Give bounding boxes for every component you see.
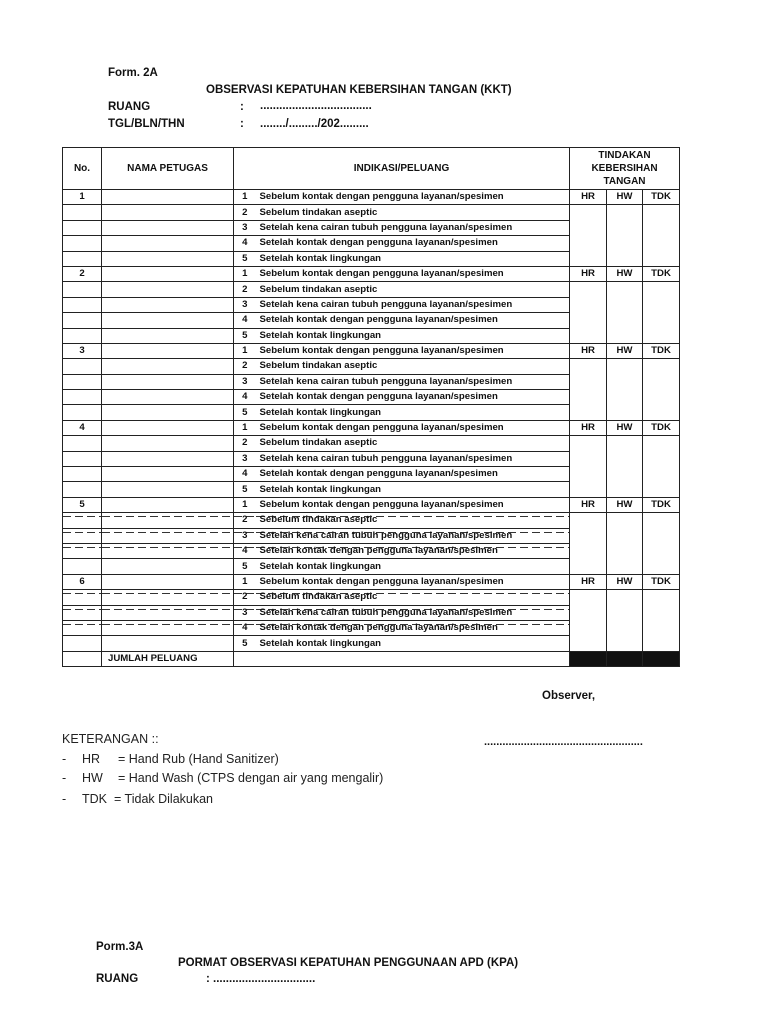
action-label-hr: HR <box>570 343 607 358</box>
legend-code: TDK <box>82 792 107 806</box>
legend-code: HW <box>82 771 103 785</box>
indikasi-number: 1 <box>234 190 256 205</box>
indikasi-text: Setelah kontak lingkungan <box>256 482 570 497</box>
indikasi-text: Sebelum kontak dengan pengguna layanan/spesimen <box>256 574 570 589</box>
indikasi-text: Setelah kontak lingkungan <box>256 636 570 651</box>
form3a-label: Porm.3A <box>96 941 144 953</box>
action-label-hw: HW <box>607 497 643 512</box>
table-row <box>63 513 680 528</box>
nama-petugas-cell[interactable] <box>102 205 234 220</box>
action-check-cell-tdk[interactable] <box>643 282 680 344</box>
indikasi-text: Setelah kontak lingkungan <box>256 559 570 574</box>
footer-black-cell-hw <box>607 651 643 666</box>
row-no-cell[interactable] <box>63 220 102 235</box>
legend-bullet: - <box>62 792 67 806</box>
row-no-cell[interactable] <box>63 467 102 482</box>
action-check-cell-tdk[interactable] <box>643 205 680 267</box>
row-no-cell[interactable] <box>63 236 102 251</box>
action-check-cell-tdk[interactable] <box>643 513 680 575</box>
jumlah-peluang-label: JUMLAH PELUANG <box>102 651 234 666</box>
action-label-hw: HW <box>607 266 643 281</box>
indikasi-number: 4 <box>234 236 256 251</box>
nama-petugas-cell[interactable] <box>102 436 234 451</box>
row-no-cell[interactable] <box>63 513 102 528</box>
table-row <box>63 343 680 358</box>
legend-bullet: - <box>62 752 67 766</box>
table-row <box>63 282 680 297</box>
nama-petugas-cell[interactable] <box>102 251 234 266</box>
row-no-cell[interactable] <box>63 297 102 312</box>
nama-petugas-cell[interactable] <box>102 528 234 543</box>
indikasi-text: Setelah kena cairan tubuh pengguna layanan/spesimen <box>256 451 570 466</box>
row-no-cell[interactable] <box>63 528 102 543</box>
nama-petugas-cell[interactable] <box>102 266 234 281</box>
footer-black-cell-hr <box>570 651 607 666</box>
indikasi-number: 5 <box>234 482 256 497</box>
nama-petugas-cell[interactable] <box>102 467 234 482</box>
jumlah-peluang-value[interactable] <box>234 651 570 666</box>
legend-bullet: - <box>62 771 67 785</box>
indikasi-number: 3 <box>234 605 256 620</box>
action-check-cell-hr[interactable] <box>570 205 607 267</box>
indikasi-number: 5 <box>234 251 256 266</box>
legend-item-hw <box>62 771 384 785</box>
action-label-hr: HR <box>570 190 607 205</box>
nama-petugas-cell[interactable] <box>102 420 234 435</box>
indikasi-number: 2 <box>234 359 256 374</box>
action-check-cell-hw[interactable] <box>607 590 643 652</box>
indikasi-number: 5 <box>234 559 256 574</box>
indikasi-number: 3 <box>234 220 256 235</box>
nama-petugas-cell[interactable] <box>102 620 234 635</box>
row-no-cell[interactable] <box>63 405 102 420</box>
indikasi-number: 2 <box>234 513 256 528</box>
indikasi-number: 1 <box>234 420 256 435</box>
form3a-ruang-value: : ................................ <box>206 973 316 985</box>
row-no-cell[interactable] <box>63 205 102 220</box>
row-no-cell[interactable]: 3 <box>63 343 102 358</box>
indikasi-number: 2 <box>234 590 256 605</box>
indikasi-number: 2 <box>234 282 256 297</box>
indikasi-number: 1 <box>234 343 256 358</box>
indikasi-number: 5 <box>234 636 256 651</box>
action-check-cell-hr[interactable] <box>570 513 607 575</box>
footer-empty-cell <box>63 651 102 666</box>
nama-petugas-cell[interactable] <box>102 343 234 358</box>
form3a-title: PORMAT OBSERVASI KEPATUHAN PENGGUNAAN APD (KPA) <box>178 957 519 969</box>
row-no-cell[interactable] <box>63 451 102 466</box>
legend-item-tdk <box>62 792 214 806</box>
nama-petugas-cell[interactable] <box>102 374 234 389</box>
indikasi-text: Sebelum kontak dengan pengguna layanan/spesimen <box>256 420 570 435</box>
row-no-cell[interactable] <box>63 543 102 558</box>
action-label-tdk: TDK <box>643 343 680 358</box>
form-title: OBSERVASI KEPATUHAN KEBERSIHAN TANGAN (KKT) <box>206 84 512 96</box>
indikasi-text: Setelah kena cairan tubuh pengguna layanan/spesimen <box>256 605 570 620</box>
indikasi-text: Setelah kontak lingkungan <box>256 405 570 420</box>
indikasi-text: Setelah kontak dengan pengguna layanan/spesimen <box>256 313 570 328</box>
indikasi-text: Setelah kena cairan tubuh pengguna layanan/spesimen <box>256 220 570 235</box>
row-no-cell[interactable]: 5 <box>63 497 102 512</box>
indikasi-text: Setelah kena cairan tubuh pengguna layanan/spesimen <box>256 374 570 389</box>
indikasi-text: Sebelum kontak dengan pengguna layanan/spesimen <box>256 190 570 205</box>
indikasi-text: Sebelum tindakan aseptic <box>256 590 570 605</box>
ruang-colon: : <box>240 101 244 113</box>
indikasi-text: Setelah kontak lingkungan <box>256 328 570 343</box>
row-no-cell[interactable]: 1 <box>63 190 102 205</box>
table-body <box>63 190 680 667</box>
indikasi-number: 4 <box>234 390 256 405</box>
action-check-cell-hw[interactable] <box>607 205 643 267</box>
action-label-tdk: TDK <box>643 190 680 205</box>
action-check-cell-hw[interactable] <box>607 359 643 421</box>
action-check-cell-hr[interactable] <box>570 282 607 344</box>
form3a-ruang-label: RUANG <box>96 973 139 985</box>
date-label: TGL/BLN/THN <box>108 118 185 130</box>
indikasi-number: 4 <box>234 313 256 328</box>
legend-item-hr <box>62 752 279 766</box>
table-footer-row <box>63 651 680 666</box>
nama-petugas-cell[interactable] <box>102 328 234 343</box>
nama-petugas-cell[interactable] <box>102 220 234 235</box>
action-label-hw: HW <box>607 574 643 589</box>
indikasi-number: 1 <box>234 574 256 589</box>
row-no-cell[interactable] <box>63 359 102 374</box>
indikasi-text: Sebelum tindakan aseptic <box>256 205 570 220</box>
table-row <box>63 497 680 512</box>
ruang-label: RUANG <box>108 101 151 113</box>
action-check-cell-hw[interactable] <box>607 282 643 344</box>
indikasi-number: 5 <box>234 405 256 420</box>
table-header-row <box>63 148 680 190</box>
indikasi-number: 3 <box>234 451 256 466</box>
indikasi-text: Setelah kontak dengan pengguna layanan/spesimen <box>256 543 570 558</box>
legend-desc: = Tidak Dilakukan <box>114 792 214 806</box>
legend-desc: = Hand Wash (CTPS dengan air yang mengalir) <box>118 771 384 785</box>
action-check-cell-hw[interactable] <box>607 436 643 498</box>
row-no-cell[interactable] <box>63 251 102 266</box>
indikasi-text: Sebelum tindakan aseptic <box>256 359 570 374</box>
action-check-cell-tdk[interactable] <box>643 359 680 421</box>
action-check-cell-hw[interactable] <box>607 513 643 575</box>
action-check-cell-hr[interactable] <box>570 436 607 498</box>
action-label-hr: HR <box>570 497 607 512</box>
action-check-cell-hr[interactable] <box>570 590 607 652</box>
action-label-tdk: TDK <box>643 420 680 435</box>
observation-table <box>62 147 680 667</box>
nama-petugas-cell[interactable] <box>102 190 234 205</box>
indikasi-text: Sebelum kontak dengan pengguna layanan/spesimen <box>256 497 570 512</box>
row-no-cell[interactable] <box>63 620 102 635</box>
header-no: No. <box>63 148 102 190</box>
indikasi-number: 4 <box>234 467 256 482</box>
indikasi-text: Setelah kena cairan tubuh pengguna layanan/spesimen <box>256 528 570 543</box>
nama-petugas-cell[interactable] <box>102 390 234 405</box>
action-label-hw: HW <box>607 343 643 358</box>
indikasi-number: 4 <box>234 620 256 635</box>
action-label-hw: HW <box>607 190 643 205</box>
nama-petugas-cell[interactable] <box>102 543 234 558</box>
action-label-tdk: TDK <box>643 266 680 281</box>
action-label-tdk: TDK <box>643 497 680 512</box>
action-label-hr: HR <box>570 266 607 281</box>
action-label-hr: HR <box>570 574 607 589</box>
indikasi-number: 1 <box>234 266 256 281</box>
nama-petugas-cell[interactable] <box>102 405 234 420</box>
row-no-cell[interactable] <box>63 605 102 620</box>
indikasi-text: Sebelum tindakan aseptic <box>256 436 570 451</box>
indikasi-text: Setelah kontak dengan pengguna layanan/spesimen <box>256 236 570 251</box>
action-check-cell-tdk[interactable] <box>643 590 680 652</box>
indikasi-text: Setelah kontak lingkungan <box>256 251 570 266</box>
row-no-cell[interactable] <box>63 328 102 343</box>
indikasi-text: Setelah kontak dengan pengguna layanan/spesimen <box>256 390 570 405</box>
table-row <box>63 266 680 281</box>
indikasi-number: 4 <box>234 543 256 558</box>
nama-petugas-cell[interactable] <box>102 313 234 328</box>
indikasi-number: 5 <box>234 328 256 343</box>
indikasi-number: 3 <box>234 297 256 312</box>
date-colon: : <box>240 118 244 130</box>
observer-label: Observer, <box>542 690 596 702</box>
row-no-cell[interactable] <box>63 313 102 328</box>
header-nama-petugas: NAMA PETUGAS <box>102 148 234 190</box>
header-indikasi: INDIKASI/PELUANG <box>234 148 570 190</box>
indikasi-text: Setelah kontak dengan pengguna layanan/spesimen <box>256 620 570 635</box>
keterangan-title: KETERANGAN :: <box>62 732 159 746</box>
nama-petugas-cell[interactable] <box>102 297 234 312</box>
indikasi-number: 2 <box>234 205 256 220</box>
ruang-value: ................................... <box>260 100 372 112</box>
table-row <box>63 574 680 589</box>
nama-petugas-cell[interactable] <box>102 605 234 620</box>
action-label-tdk: TDK <box>643 574 680 589</box>
nama-petugas-cell[interactable] <box>102 497 234 512</box>
indikasi-text: Setelah kontak dengan pengguna layanan/spesimen <box>256 467 570 482</box>
row-no-cell[interactable] <box>63 374 102 389</box>
indikasi-number: 3 <box>234 528 256 543</box>
nama-petugas-cell[interactable] <box>102 574 234 589</box>
row-no-cell[interactable]: 2 <box>63 266 102 281</box>
row-no-cell[interactable] <box>63 282 102 297</box>
table-row <box>63 420 680 435</box>
indikasi-text: Sebelum tindakan aseptic <box>256 282 570 297</box>
row-no-cell[interactable] <box>63 590 102 605</box>
nama-petugas-cell[interactable] <box>102 236 234 251</box>
signature-line: .................................................... <box>484 736 643 748</box>
action-label-hw: HW <box>607 420 643 435</box>
indikasi-text: Sebelum tindakan aseptic <box>256 513 570 528</box>
action-check-cell-hr[interactable] <box>570 359 607 421</box>
header-tindakan: TINDAKAN KEBERSIHAN TANGAN <box>570 148 680 190</box>
nama-petugas-cell[interactable] <box>102 451 234 466</box>
indikasi-text: Sebelum kontak dengan pengguna layanan/spesimen <box>256 266 570 281</box>
row-no-cell[interactable] <box>63 482 102 497</box>
indikasi-text: Sebelum kontak dengan pengguna layanan/spesimen <box>256 343 570 358</box>
table-row <box>63 190 680 205</box>
nama-petugas-cell[interactable] <box>102 482 234 497</box>
row-no-cell[interactable] <box>63 390 102 405</box>
indikasi-number: 1 <box>234 497 256 512</box>
footer-black-cell-tdk <box>643 651 680 666</box>
action-label-hr: HR <box>570 420 607 435</box>
table-row <box>63 590 680 605</box>
row-no-cell[interactable] <box>63 436 102 451</box>
nama-petugas-cell[interactable] <box>102 359 234 374</box>
table-row <box>63 359 680 374</box>
row-no-cell[interactable]: 4 <box>63 420 102 435</box>
nama-petugas-cell[interactable] <box>102 636 234 651</box>
indikasi-number: 2 <box>234 436 256 451</box>
nama-petugas-cell[interactable] <box>102 513 234 528</box>
table-row <box>63 436 680 451</box>
row-no-cell[interactable] <box>63 636 102 651</box>
action-check-cell-tdk[interactable] <box>643 436 680 498</box>
form-label: Form. 2A <box>108 67 158 79</box>
legend-code: HR <box>82 752 101 766</box>
date-value: ......../........./202......... <box>260 118 369 130</box>
row-no-cell[interactable]: 6 <box>63 574 102 589</box>
indikasi-text: Setelah kena cairan tubuh pengguna layanan/spesimen <box>256 297 570 312</box>
table-row <box>63 205 680 220</box>
nama-petugas-cell[interactable] <box>102 282 234 297</box>
indikasi-number: 3 <box>234 374 256 389</box>
legend-desc: = Hand Rub (Hand Sanitizer) <box>118 752 279 766</box>
row-no-cell[interactable] <box>63 559 102 574</box>
nama-petugas-cell[interactable] <box>102 590 234 605</box>
nama-petugas-cell[interactable] <box>102 559 234 574</box>
